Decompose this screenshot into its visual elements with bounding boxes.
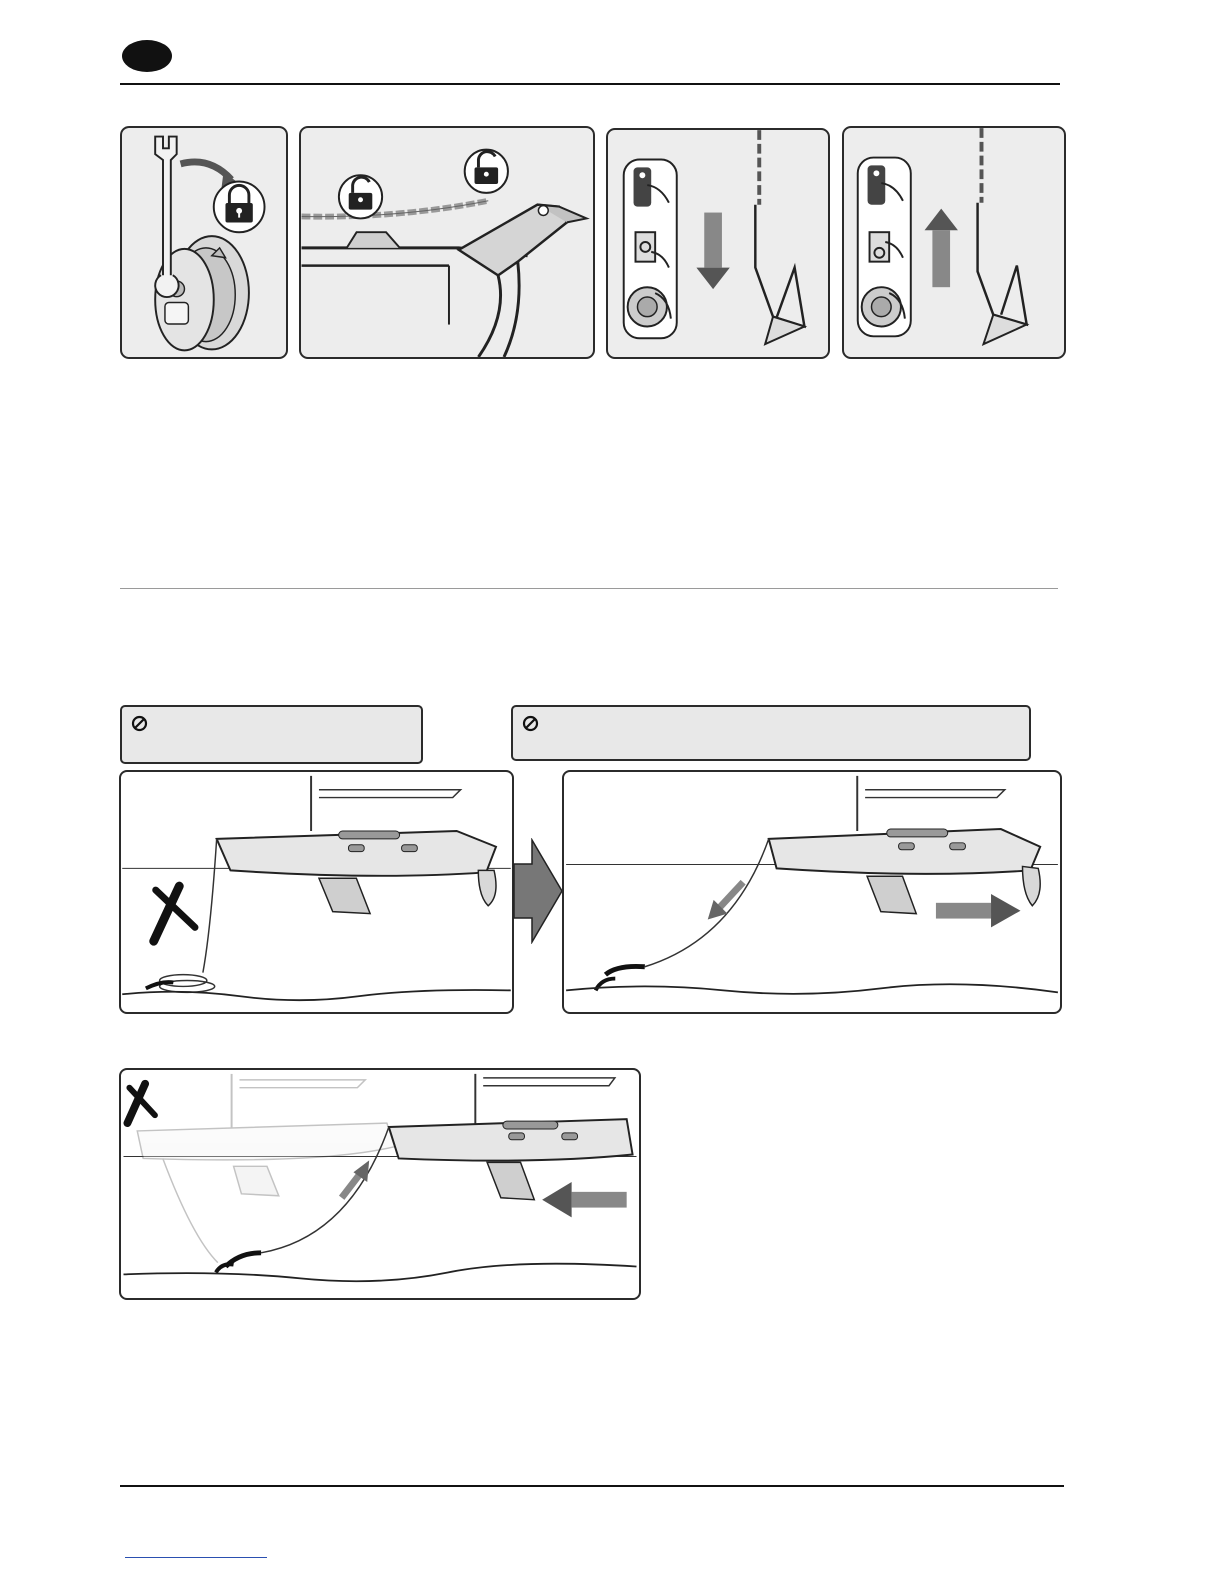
section-divider [120,588,1058,589]
footer-link-underline[interactable] [125,1557,267,1558]
anchor-icon [755,130,804,344]
step-unlock-clutch-panel [120,126,288,359]
reverse-arrow-icon [936,894,1021,927]
sailboat-icon [217,831,496,914]
scene-motoring-over-panel [119,1068,641,1300]
scene-chain-piled [121,772,512,1012]
bow-roller-icon [459,205,587,357]
language-badge [122,40,172,72]
header-rule [120,83,1060,85]
scene-reverse-set-panel [562,770,1062,1014]
lock-icon [214,181,265,232]
chain-icon [302,201,489,217]
unlocked-padlock-icon [339,175,382,218]
forward-arrow-icon [542,1182,627,1217]
wrong-cross-icon [127,1084,155,1123]
prohibition-icon [522,715,539,732]
scene-chain-piled-panel [119,770,514,1014]
step-raise-anchor-panel [842,126,1066,359]
lower-anchor-illustration [608,130,828,357]
sailboat-icon [389,1119,633,1200]
down-arrow-icon [696,213,729,290]
transition-arrow-icon [512,838,564,944]
up-arrow-icon [925,209,958,288]
anchor-icon [146,975,215,993]
warning-box-2 [511,705,1031,761]
anchor-icon [216,1253,261,1273]
winch-illustration [122,128,286,357]
scene-motoring-over [121,1070,639,1298]
step-lower-anchor-panel [606,128,830,359]
prohibition-icon [131,715,148,732]
unlocked-padlock-icon [465,150,508,193]
bow-roller-illustration [301,128,593,357]
ghost-sailboat [137,1074,394,1263]
footer-rule [120,1485,1064,1487]
step-release-chain-panel [299,126,595,359]
warning-box-1 [120,705,423,764]
scene-reverse-set [564,772,1060,1012]
anchor-icon [978,128,1027,344]
wrong-cross-icon [154,886,195,941]
raise-anchor-illustration [844,128,1064,357]
